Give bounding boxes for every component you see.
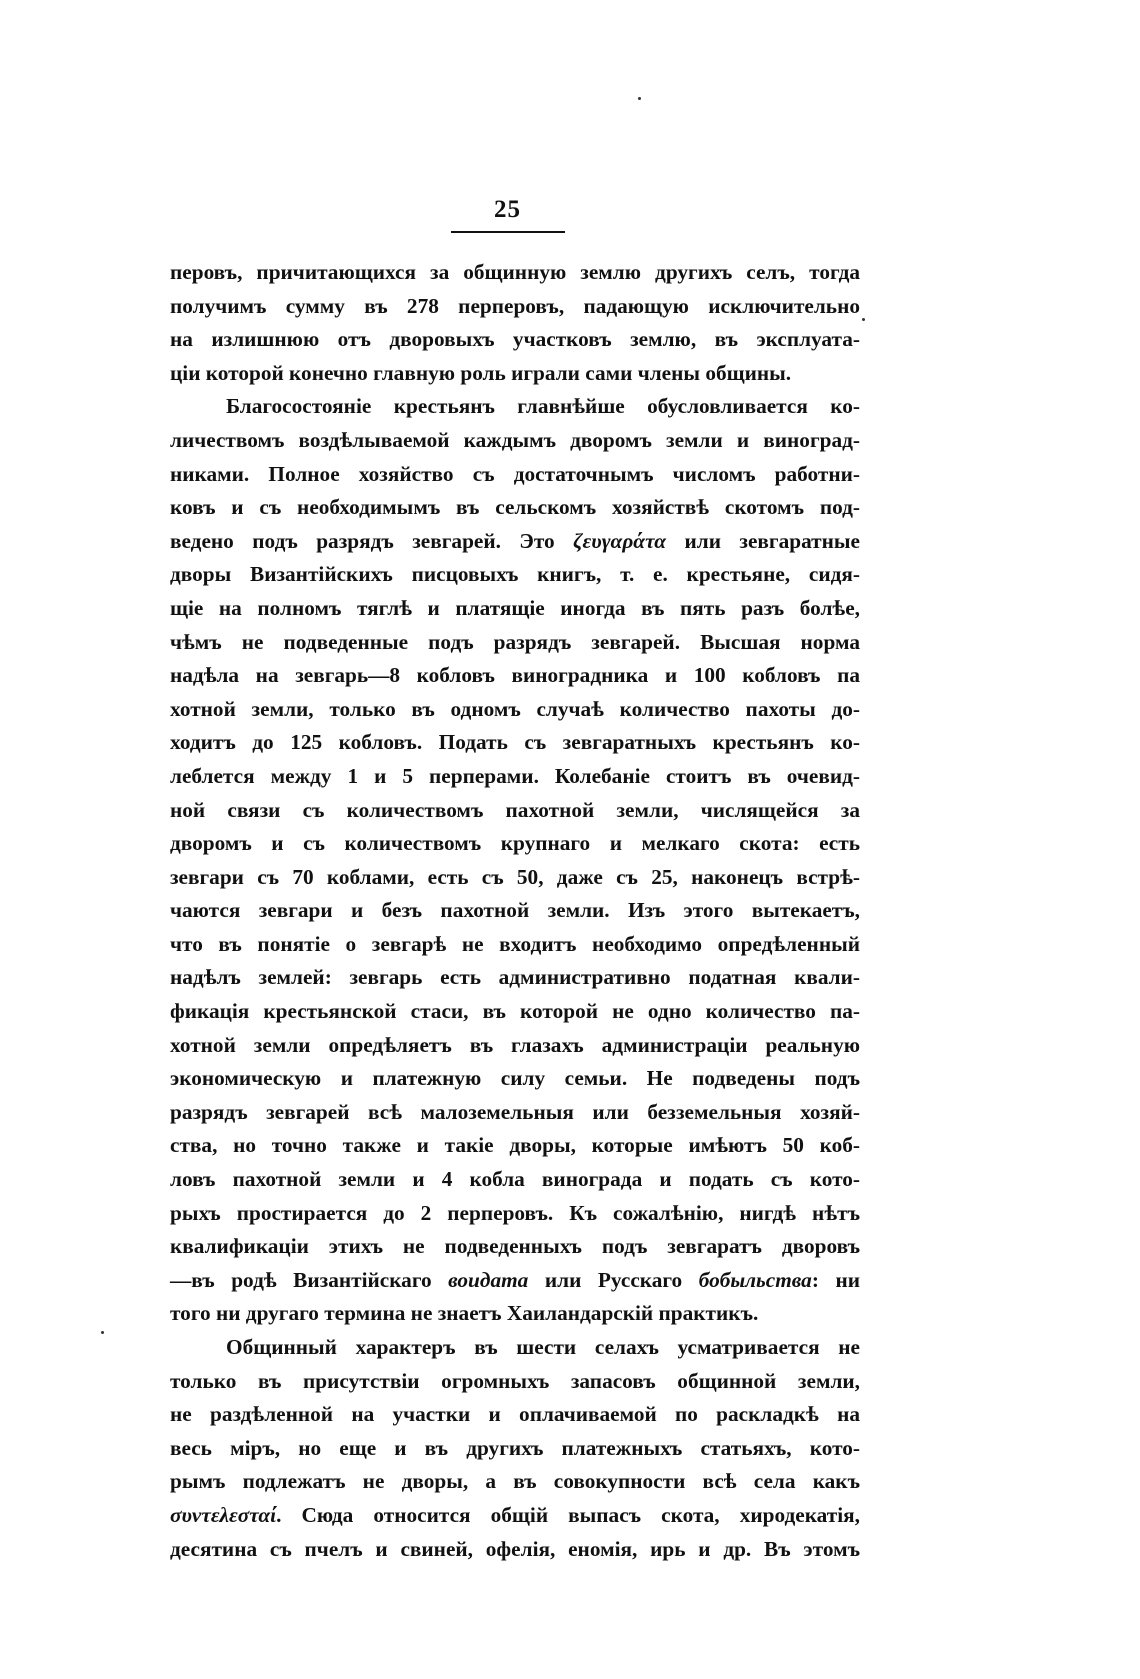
greek-term: συντελεσταί bbox=[170, 1502, 277, 1527]
print-speck bbox=[638, 97, 641, 100]
text-line: ловъ пахотной земли и 4 кобла винограда и подать съ кото- bbox=[170, 1167, 860, 1192]
text-line: квалификаціи этихъ не подведенныхъ подъ зевгаратъ дворовъ bbox=[170, 1234, 860, 1259]
text-line: дворы Византійскихъ писцовыхъ книгъ, т. е. крестьяне, сидя- bbox=[170, 562, 860, 587]
page-number: 25 bbox=[494, 196, 521, 223]
text-line: ходитъ до 125 кобловъ. Подать съ зевгаратныхъ крестьянъ ко- bbox=[170, 730, 860, 755]
text-line: не раздѣленной на участки и оплачиваемой по раскладкѣ на bbox=[170, 1402, 860, 1427]
text-line: ной связи съ количествомъ пахотной земли, числящейся за bbox=[170, 797, 860, 822]
text-line: рымъ подлежатъ не дворы, а въ совокупности всѣ села какъ bbox=[170, 1469, 860, 1494]
text-line: —въ родѣ Византійскаго воидата или Русскаго бобыльства: ни bbox=[170, 1267, 860, 1292]
text-line: ства, но точно также и такіе дворы, которые имѣютъ 50 коб- bbox=[170, 1133, 860, 1158]
text-line: хотной земли опредѣляетъ въ глазахъ администраціи реальную bbox=[170, 1032, 860, 1057]
text-line: συντελεσταί. Сюда относится общій выпасъ скота, хиродекатія, bbox=[170, 1502, 860, 1527]
print-speck bbox=[862, 318, 865, 321]
text-line: ковъ и съ необходимымъ въ сельскомъ хозяйствѣ скотомъ под- bbox=[170, 495, 860, 520]
text-line: получимъ сумму въ 278 перперовъ, падающую исключительно bbox=[170, 293, 860, 318]
text-line: личествомъ воздѣлываемой каждымъ дворомъ земли и виноград- bbox=[170, 427, 860, 452]
text-line: надѣлъ землей: зевгарь есть административно податная квали- bbox=[170, 965, 860, 990]
text-line: перовъ, причитающихся за общинную землю другихъ селъ, тогда bbox=[170, 260, 860, 284]
text-line: экономическую и платежную силу семьи. Не подведены подъ bbox=[170, 1066, 860, 1091]
text-line: того ни другаго термина не знаетъ Хаиландарскій практикъ. bbox=[170, 1301, 759, 1326]
text-line: разрядъ зевгарей всѣ малоземельныя или безземельныя хозяй- bbox=[170, 1099, 860, 1124]
text-line: чѣмъ не подведенные подъ разрядъ зевгарей. Высшая норма bbox=[170, 629, 860, 654]
text-line: щіе на полномъ тяглѣ и платящіе иногда въ пять разъ болѣе, bbox=[170, 595, 860, 620]
body-text bbox=[170, 256, 860, 1566]
text-line: ціи которой конечно главную роль играли сами члены общины. bbox=[170, 360, 792, 385]
italic-term: воидата bbox=[448, 1267, 529, 1292]
text-line: ведено подъ разрядъ зевгарей. Это ζευγαράτα или зевгаратные bbox=[170, 528, 860, 553]
paragraph-first-line: Благосостояніе крестьянъ главнѣйше обусловливается ко- bbox=[226, 394, 860, 419]
text-line: рыхъ простирается до 2 перперовъ. Къ сожалѣнію, нигдѣ нѣтъ bbox=[170, 1200, 860, 1225]
paragraph-first-line: Общинный характеръ въ шести селахъ усматривается не bbox=[226, 1335, 860, 1359]
text-line: что въ понятіе о зевгарѣ не входитъ необходимо опредѣленный bbox=[170, 931, 860, 956]
text-line: десятина съ пчелъ и свиней, офелія, еномія, ирь и др. Въ этомъ bbox=[170, 1536, 860, 1561]
text-line: леблется между 1 и 5 перперами. Колебаніе стоитъ въ очевид- bbox=[170, 763, 860, 788]
text-line: на излишнюю отъ дворовыхъ участковъ землю, въ эксплуата- bbox=[170, 327, 860, 352]
italic-term: бобыльства bbox=[698, 1267, 812, 1292]
text-line: надѣла на зевгарь—8 кобловъ виноградника и 100 кобловъ па bbox=[170, 663, 860, 688]
text-line: никами. Полное хозяйство съ достаточнымъ числомъ работни- bbox=[170, 461, 860, 486]
greek-term: ζευγαράτα bbox=[573, 528, 667, 553]
text-line: зевгари съ 70 коблами, есть съ 50, даже съ 25, наконецъ встрѣ- bbox=[170, 864, 860, 889]
text-line: дворомъ и съ количествомъ крупнаго и мелкаго скота: есть bbox=[170, 831, 860, 856]
print-speck bbox=[101, 1331, 104, 1334]
text-line: хотной земли, только въ одномъ случаѣ количество пахоты до- bbox=[170, 696, 860, 721]
page-number-rule bbox=[451, 231, 565, 233]
text-line: фикація крестьянской стаси, въ которой не одно количество па- bbox=[170, 999, 860, 1024]
text-line: весь міръ, но еще и въ другихъ платежныхъ статьяхъ, кото- bbox=[170, 1435, 860, 1460]
text-line: чаются зевгари и безъ пахотной земли. Изъ этого вытекаетъ, bbox=[170, 898, 860, 923]
text-line: только въ присутствіи огромныхъ запасовъ общинной земли, bbox=[170, 1368, 860, 1393]
